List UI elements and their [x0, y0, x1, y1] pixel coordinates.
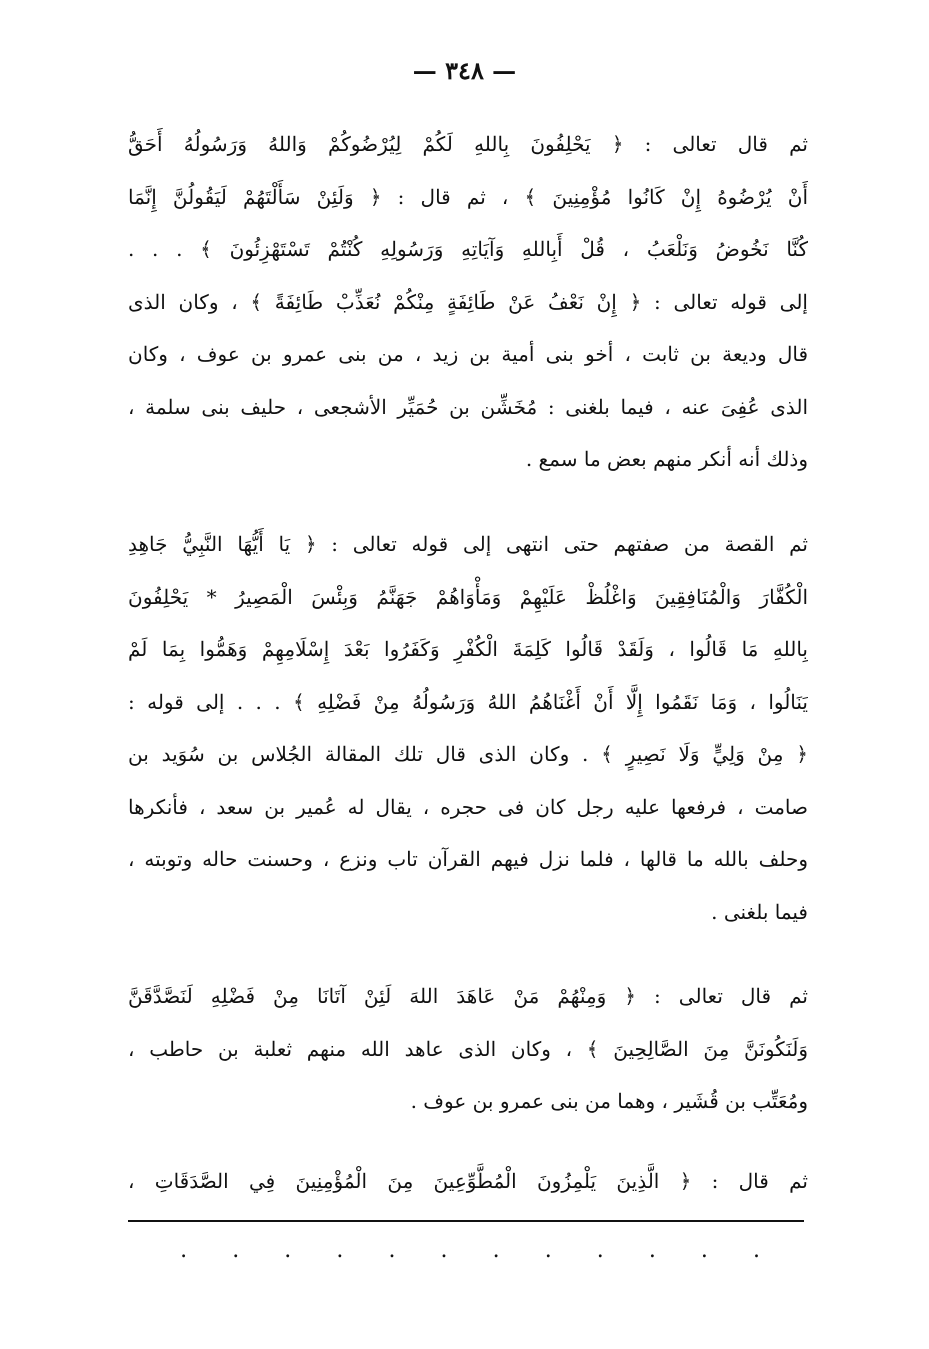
text-line: وذلك أنه أنكر منهم بعض ما سمع . — [525, 447, 808, 471]
dot: . — [232, 1238, 240, 1263]
dot: . — [648, 1238, 656, 1263]
text-line: أَنْ يُرْضُوهُ إِنْ كَانُوا مُؤْمِنِينَ ﴾ ، ثم قال : ﴿ وَلَئِنْ سَأَلْتَهُمْ لَيَقُولُنَّ إِنَّمَا — [128, 184, 808, 209]
text-line: ثم قال : ﴿ الَّذِينَ يَلْمِزُونَ الْمُطَّوِّعِينَ مِنَ الْمُؤْمِنِينَ فِي الصَّدَقَاتِ ، — [128, 1169, 808, 1193]
paragraph-1 — [128, 118, 808, 486]
text-line: قال وديعة بن ثابت ، أخو بنى أمية بن زيد ، من بنى عمرو بن عوف ، وكان — [128, 342, 808, 366]
paragraph-4 — [128, 1155, 808, 1208]
page-number: — ٣٤٨ — — [412, 56, 517, 85]
paragraph-3 — [128, 970, 808, 1128]
text-line: إلى قوله تعالى : ﴿ إِنْ نَعْفُ عَنْ طَائِفَةٍ مِنْكُمْ نُعَذِّبْ طَائِفَةً ﴾ ، وكان الذى — [128, 289, 808, 314]
dot: . — [753, 1238, 760, 1263]
text-line: ومُعَتِّب بن قُشَير ، وهما من بنى عمرو بن عوف . — [410, 1089, 808, 1113]
text-line: الذى عُفِىَ عنه ، فيما بلغنى : مُخَشِّن بن حُمَيِّر الأشجعى ، حليف بنى سلمة ، — [128, 394, 808, 419]
dot: . — [336, 1238, 344, 1263]
dot: . — [180, 1238, 188, 1263]
text-line: بِاللهِ مَا قَالُوا ، وَلَقَدْ قَالُوا كَلِمَةَ الْكُفْرِ وَكَفَرُوا بَعْدَ إِسْلَامِهِمْ وَهَمُّوا بِمَا لَمْ — [128, 637, 808, 661]
dot: . — [492, 1238, 500, 1263]
dot: . — [544, 1238, 552, 1263]
text-line: وَلَنَكُونَنَّ مِنَ الصَّالِحِينَ ﴾ ، وكان الذى عاهد الله منهم ثعلبة بن حاطب ، — [128, 1036, 808, 1061]
text-line: يَنَالُوا ، وَمَا نَقَمُوا إِلَّا أَنْ أَغْنَاهُمُ اللهُ وَرَسُولُهُ مِنْ فَضْلِهِ ﴾ . . . إلى قوله : — [128, 689, 808, 714]
text-line: وحلف بالله ما قالها ، فلما نزل فيهم القرآن تاب ونزع ، وحسنت حاله وتوبته ، — [128, 847, 808, 871]
footnote-dots — [180, 1238, 760, 1263]
text-line: ﴿ مِنْ وَلِيٍّ وَلَا نَصِيرٍ ﴾ . وكان الذى قال تلك المقالة الجُلاس بن سُوَيد بن — [128, 742, 808, 766]
text-line: ثم قال تعالى : ﴿ يَحْلِفُونَ بِاللهِ لَكُمْ لِيُرْضُوكُمْ وَاللهُ وَرَسُولُهُ أَحَقُّ — [128, 132, 808, 156]
text-line: ثم القصة من صفتهم حتى انتهى إلى قوله تعالى : ﴿ يَا أَيُّهَا النَّبِيُّ جَاهِدِ — [128, 532, 808, 556]
dot: . — [284, 1238, 292, 1263]
dot: . — [700, 1238, 708, 1263]
text-line: الْكُفَّارَ وَالْمُنَافِقِينَ وَاغْلُظْ عَلَيْهِمْ وَمَأْوَاهُمْ جَهَنَّمُ وَبِئْسَ الْمَصِيرُ * يَحْلِفُونَ — [128, 584, 808, 609]
text-line: فيما بلغنى . — [711, 899, 808, 924]
text-line: ثم قال تعالى : ﴿ وَمِنْهُمْ مَنْ عَاهَدَ اللهَ لَئِنْ آتَانَا مِنْ فَضْلِهِ لَنَصَّدَّقَنَّ — [128, 984, 808, 1008]
footnote-divider — [128, 1220, 804, 1222]
dot: . — [388, 1238, 396, 1263]
text-line: كُنَّا نَخُوضُ وَنَلْعَبُ ، قُلْ أَبِاللهِ وَآيَاتِهِ وَرَسُولِهِ كُنْتُمْ تَسْتَهْزِئُونَ ﴾ . . . — [128, 237, 808, 261]
dot: . — [596, 1238, 604, 1263]
dot: . — [440, 1238, 448, 1263]
text-line: صامت ، فرفعها عليه رجل كان فى حجره ، يقال له عُمير بن سعد ، فأنكرها — [128, 794, 808, 819]
paragraph-2 — [128, 518, 808, 938]
